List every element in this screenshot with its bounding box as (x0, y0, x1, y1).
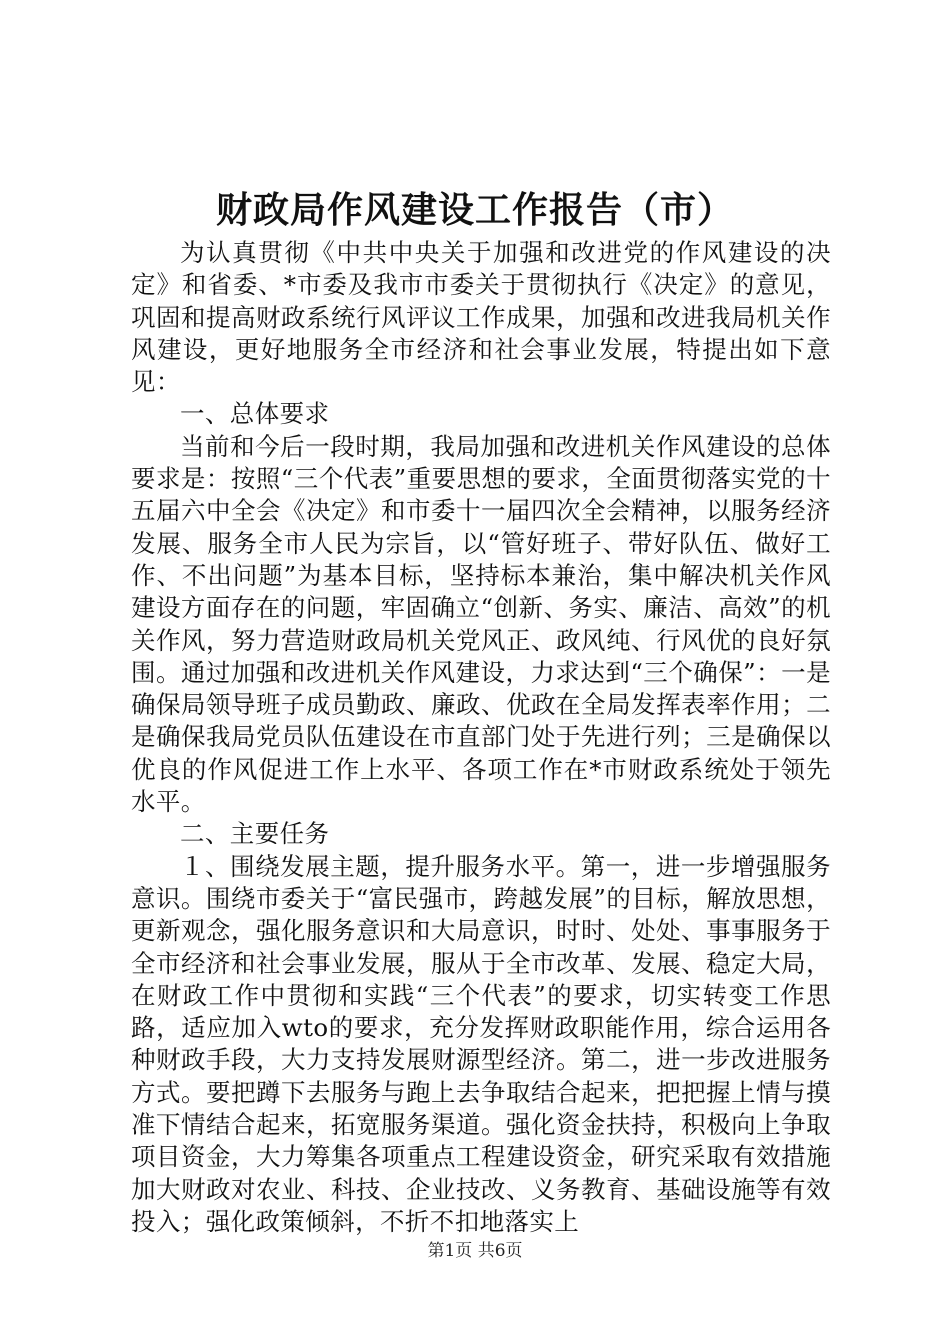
page-footer: 第1页 共6页 (427, 1241, 523, 1261)
document-body (131, 237, 831, 1238)
main-tasks-paragraph: １、围绕发展主题，提升服务水平。第一，进一步增强服务意识。围绕市委关于“富民强市，跨越发展”的目标，解放思想，更新观念，强化服务意识和大局意识，时时、处处、事事服务于全市经济和社会事业发展，服从于全市改革、发展、稳定大局，在财政工作中贯彻和实践“三个代表”的要求，切实转变工作思路，适应加入wto的要求，充分发挥财政职能作用，综合运用各种财政手段，大力支持发展财源型经济。第二，进一步改进服务方式。要把蹲下去服务与跑上去争取结合起来，把把握上情与摸准下情结合起来，拓宽服务渠道。强化资金扶持，积极向上争取项目资金，大力筹集各项重点工程建设资金，研究采取有效措施加大财政对农业、科技、企业技改、义务教育、基础设施等有效投入；强化政策倾斜，不折不扣地落实上 (131, 851, 831, 1236)
section-heading-general-requirements: 一、总体要求 (180, 399, 330, 429)
general-requirements-paragraph: 当前和今后一段时期，我局加强和改进机关作风建设的总体要求是：按照“三个代表”重要思想的要求，全面贯彻落实党的十五届六中全会《决定》和市委十一届四次全会精神，以服务经济发展、服务全市人民为宗旨，以“管好班子、带好队伍、做好工作、不出问题”为基本目标，坚持标本兼治，集中解决机关作风建设方面存在的问题，牢固确立“创新、务实、廉洁、高效”的机关作风，努力营造财政局机关党风正、政风纯、行风优的良好氛围。通过加强和改进机关作风建设，力求达到“三个确保”：一是确保局领导班子成员勤政、廉政、优政在全局发挥表率作用；二是确保我局党员队伍建设在市直部门处于先进行列；三是确保以优良的作风促进工作上水平、各项工作在*市财政系统处于领先水平。 (131, 431, 831, 817)
section-heading-main-tasks: 二、主要任务 (180, 819, 330, 849)
intro-paragraph: 为认真贯彻《中共中央关于加强和改进党的作风建设的决定》和省委、*市委及我市市委关于贯彻执行《决定》的意见，巩固和提高财政系统行风评议工作成果，加强和改进我局机关作风建设，更好地服务全市经济和社会事业发展，特提出如下意见： (131, 238, 831, 397)
document-title: 财政局作风建设工作报告（市） (215, 189, 734, 231)
